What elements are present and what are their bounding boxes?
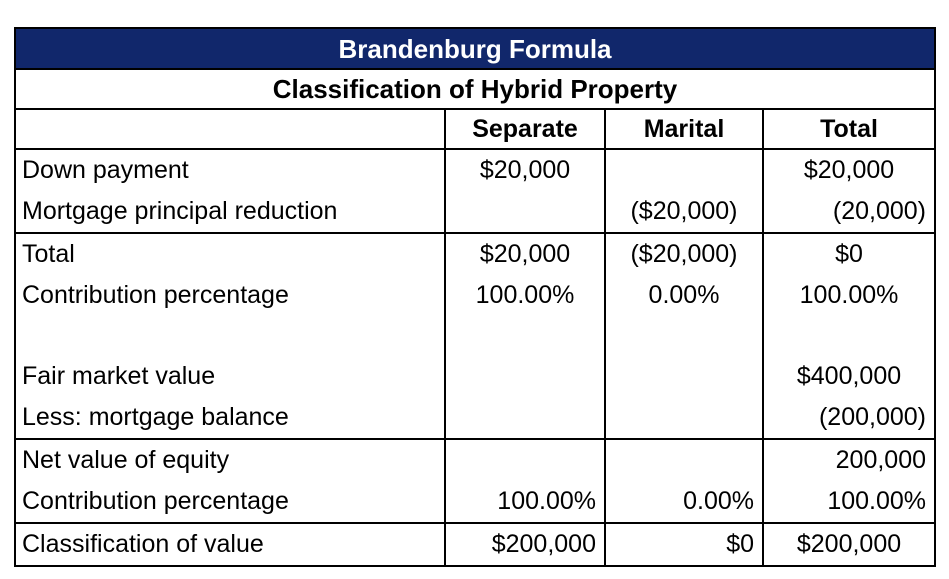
column-header-marital: Marital (605, 109, 763, 149)
column-header-total: Total (763, 109, 935, 149)
table-row (15, 356, 935, 397)
row-separate-value (445, 439, 605, 481)
table-row-spacer (15, 316, 935, 356)
row-total-value: $0 (763, 233, 935, 275)
brandenburg-formula-table (14, 27, 936, 567)
row-label: Classification of value (15, 523, 445, 566)
table-row (15, 439, 935, 481)
row-separate-value: 100.00% (445, 481, 605, 523)
column-header-row (15, 109, 935, 149)
row-marital-value (605, 356, 763, 397)
document-title: Brandenburg Formula (15, 28, 935, 69)
table-title-row (15, 28, 935, 69)
table-subtitle-row (15, 69, 935, 109)
row-label (15, 316, 445, 356)
row-separate-value (445, 191, 605, 233)
row-marital-value: 0.00% (605, 275, 763, 316)
row-total-value: $200,000 (763, 523, 935, 566)
row-label: Less: mortgage balance (15, 397, 445, 439)
row-marital-value: 0.00% (605, 481, 763, 523)
column-header-separate: Separate (445, 109, 605, 149)
row-total-value: 200,000 (763, 439, 935, 481)
row-total-value: $20,000 (763, 149, 935, 191)
table-row (15, 191, 935, 233)
row-marital-value (605, 397, 763, 439)
row-label: Fair market value (15, 356, 445, 397)
row-separate-value (445, 356, 605, 397)
row-separate-value: 100.00% (445, 275, 605, 316)
table-row (15, 233, 935, 275)
table-row (15, 523, 935, 566)
row-separate-value: $200,000 (445, 523, 605, 566)
row-separate-value (445, 397, 605, 439)
row-total-value: 100.00% (763, 275, 935, 316)
row-marital-value (605, 316, 763, 356)
document-subtitle: Classification of Hybrid Property (15, 69, 935, 109)
row-separate-value: $20,000 (445, 233, 605, 275)
row-label: Net value of equity (15, 439, 445, 481)
table-row (15, 397, 935, 439)
row-label: Contribution percentage (15, 481, 445, 523)
row-total-value: (200,000) (763, 397, 935, 439)
row-marital-value: ($20,000) (605, 191, 763, 233)
row-separate-value (445, 316, 605, 356)
table-row (15, 481, 935, 523)
row-marital-value (605, 149, 763, 191)
row-separate-value: $20,000 (445, 149, 605, 191)
row-marital-value (605, 439, 763, 481)
row-marital-value: $0 (605, 523, 763, 566)
row-label: Total (15, 233, 445, 275)
row-total-value: (20,000) (763, 191, 935, 233)
column-header-blank (15, 109, 445, 149)
row-marital-value: ($20,000) (605, 233, 763, 275)
row-total-value: $400,000 (763, 356, 935, 397)
row-label: Contribution percentage (15, 275, 445, 316)
table-row (15, 275, 935, 316)
row-label: Down payment (15, 149, 445, 191)
table-row (15, 149, 935, 191)
row-total-value: 100.00% (763, 481, 935, 523)
row-total-value (763, 316, 935, 356)
row-label: Mortgage principal reduction (15, 191, 445, 233)
